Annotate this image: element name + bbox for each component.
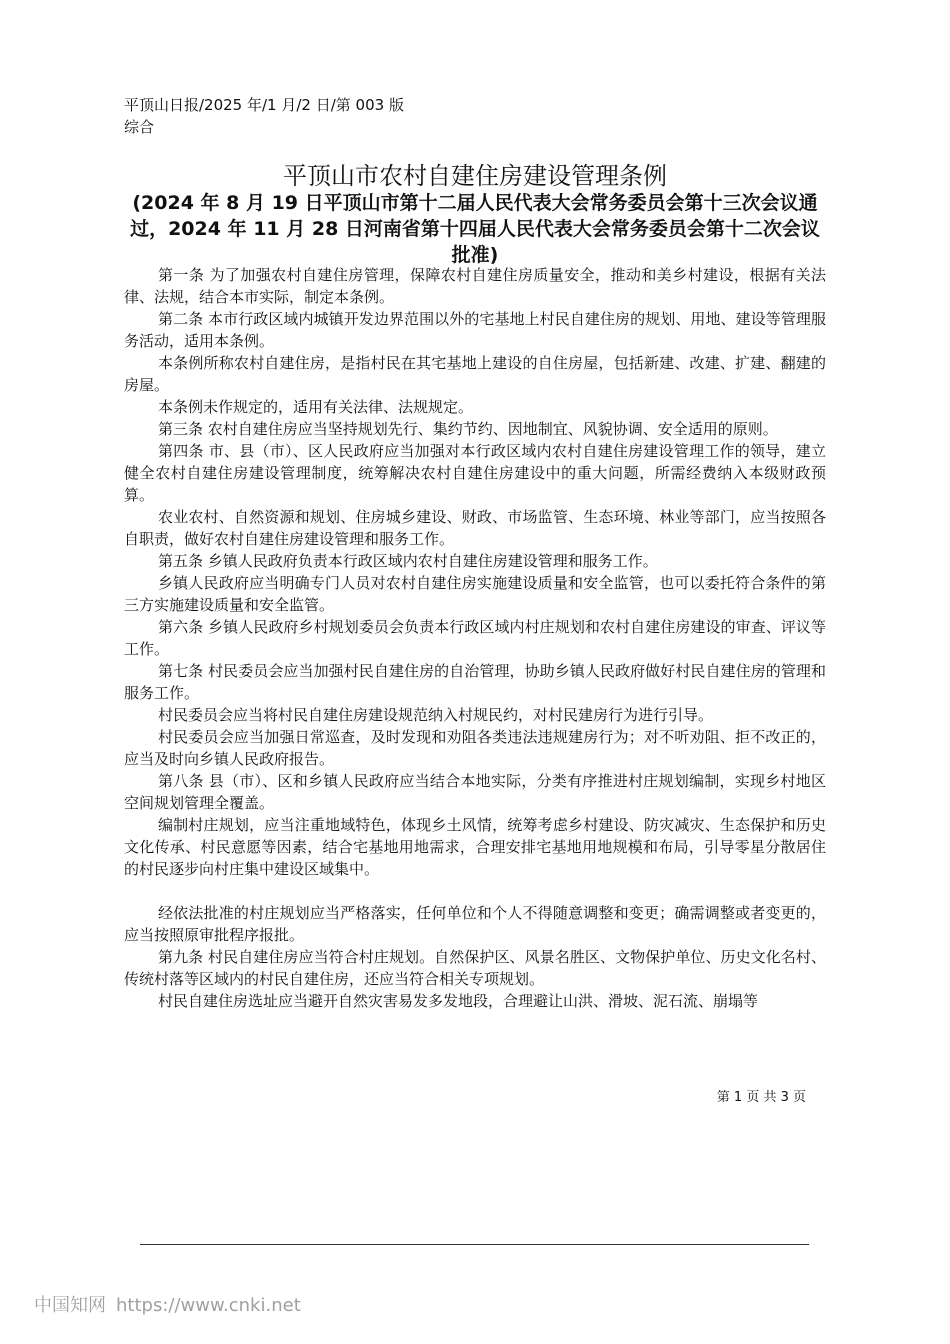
paragraph: 村民委员会应当将村民自建住房建设规范纳入村规民约，对村民建房行为进行引导。 [158, 706, 714, 724]
paragraph: 村民委员会应当加强日常巡查，及时发现和劝阻各类违法违规建房行为；对不听劝阻、拒不改正的，应当及时向乡镇人民政府报告。 [124, 728, 826, 768]
page-number: 第 1 页 共 3 页 [716, 1090, 806, 1105]
source-line: 平顶山日报/2025 年/1 月/2 日/第 003 版综合 [124, 96, 404, 136]
watermark-url: https://www.cnki.net [116, 1295, 301, 1316]
paragraph: 本条例未作规定的，适用有关法律、法规规定。 [158, 398, 474, 416]
document-subtitle: (2024 年 8 月 19 日平顶山市第十二届人民代表大会常务委员会第十三次会议通过，2024 年 11 月 28 日河南省第十四届人民代表大会常务委员会第十二次会议批准) [130, 192, 820, 266]
watermark-brand: 中国知网 [34, 1295, 106, 1316]
paragraph: 村民自建住房选址应当避开自然灾害易发多发地段，合理避让山洪、滑坡、泥石流、崩塌等 [158, 992, 759, 1010]
document-body [124, 264, 826, 1012]
paragraph: 第二条 本市行政区域内城镇开发边界范围以外的宅基地上村民自建住房的规划、用地、建设等管理服务活动，适用本条例。 [124, 310, 826, 350]
paragraph: 农业农村、自然资源和规划、住房城乡建设、财政、市场监管、生态环境、林业等部门，应当按照各自职责，做好农村自建住房建设管理和服务工作。 [124, 508, 826, 548]
paragraph: 第三条 农村自建住房应当坚持规划先行、集约节约、因地制宜、风貌协调、安全适用的原则。 [158, 420, 778, 438]
paragraph: 第一条 为了加强农村自建住房管理，保障农村自建住房质量安全，推动和美乡村建设，根据有关法律、法规，结合本市实际，制定本条例。 [124, 266, 826, 306]
paragraph: 本条例所称农村自建住房，是指村民在其宅基地上建设的自住房屋，包括新建、改建、扩建、翻建的房屋。 [124, 354, 826, 394]
paragraph: 第八条 县（市）、区和乡镇人民政府应当结合本地实际，分类有序推进村庄规划编制，实现乡村地区空间规划管理全覆盖。 [124, 772, 826, 812]
cnki-watermark [34, 1294, 334, 1318]
paragraph: 第四条 市、县（市）、区人民政府应当加强对本行政区域内农村自建住房建设管理工作的领导，建立健全农村自建住房建设管理制度，统筹解决农村自建住房建设中的重大问题，所需经费纳入本级财政预算。 [124, 442, 826, 504]
paragraph: 第六条 乡镇人民政府乡村规划委员会负责本行政区域内村庄规划和农村自建住房建设的审查、评议等工作。 [124, 618, 826, 658]
footer-divider [140, 1244, 809, 1245]
paragraph: 第九条 村民自建住房应当符合村庄规划。自然保护区、风景名胜区、文物保护单位、历史文化名村、传统村落等区域内的村民自建住房，还应当符合相关专项规划。 [124, 948, 826, 988]
paragraph: 经依法批准的村庄规划应当严格落实，任何单位和个人不得随意调整和变更；确需调整或者变更的，应当按照原审批程序报批。 [124, 904, 826, 944]
document-title: 平顶山市农村自建住房建设管理条例 [283, 162, 667, 190]
paragraph: 乡镇人民政府应当明确专门人员对农村自建住房实施建设质量和安全监管，也可以委托符合条件的第三方实施建设质量和安全监管。 [124, 574, 826, 614]
paragraph: 第五条 乡镇人民政府负责本行政区域内农村自建住房建设管理和服务工作。 [158, 552, 658, 570]
paragraph: 第七条 村民委员会应当加强村民自建住房的自治管理，协助乡镇人民政府做好村民自建住房的管理和服务工作。 [124, 662, 826, 702]
paragraph: 编制村庄规划，应当注重地域特色，体现乡土风情，统筹考虑乡村建设、防灾减灾、生态保护和历史文化传承、村民意愿等因素，结合宅基地用地需求，合理安排宅基地用地规模和布局，引导零星分散居住的村民逐步向村庄集中建设区域集中。 [124, 816, 826, 878]
